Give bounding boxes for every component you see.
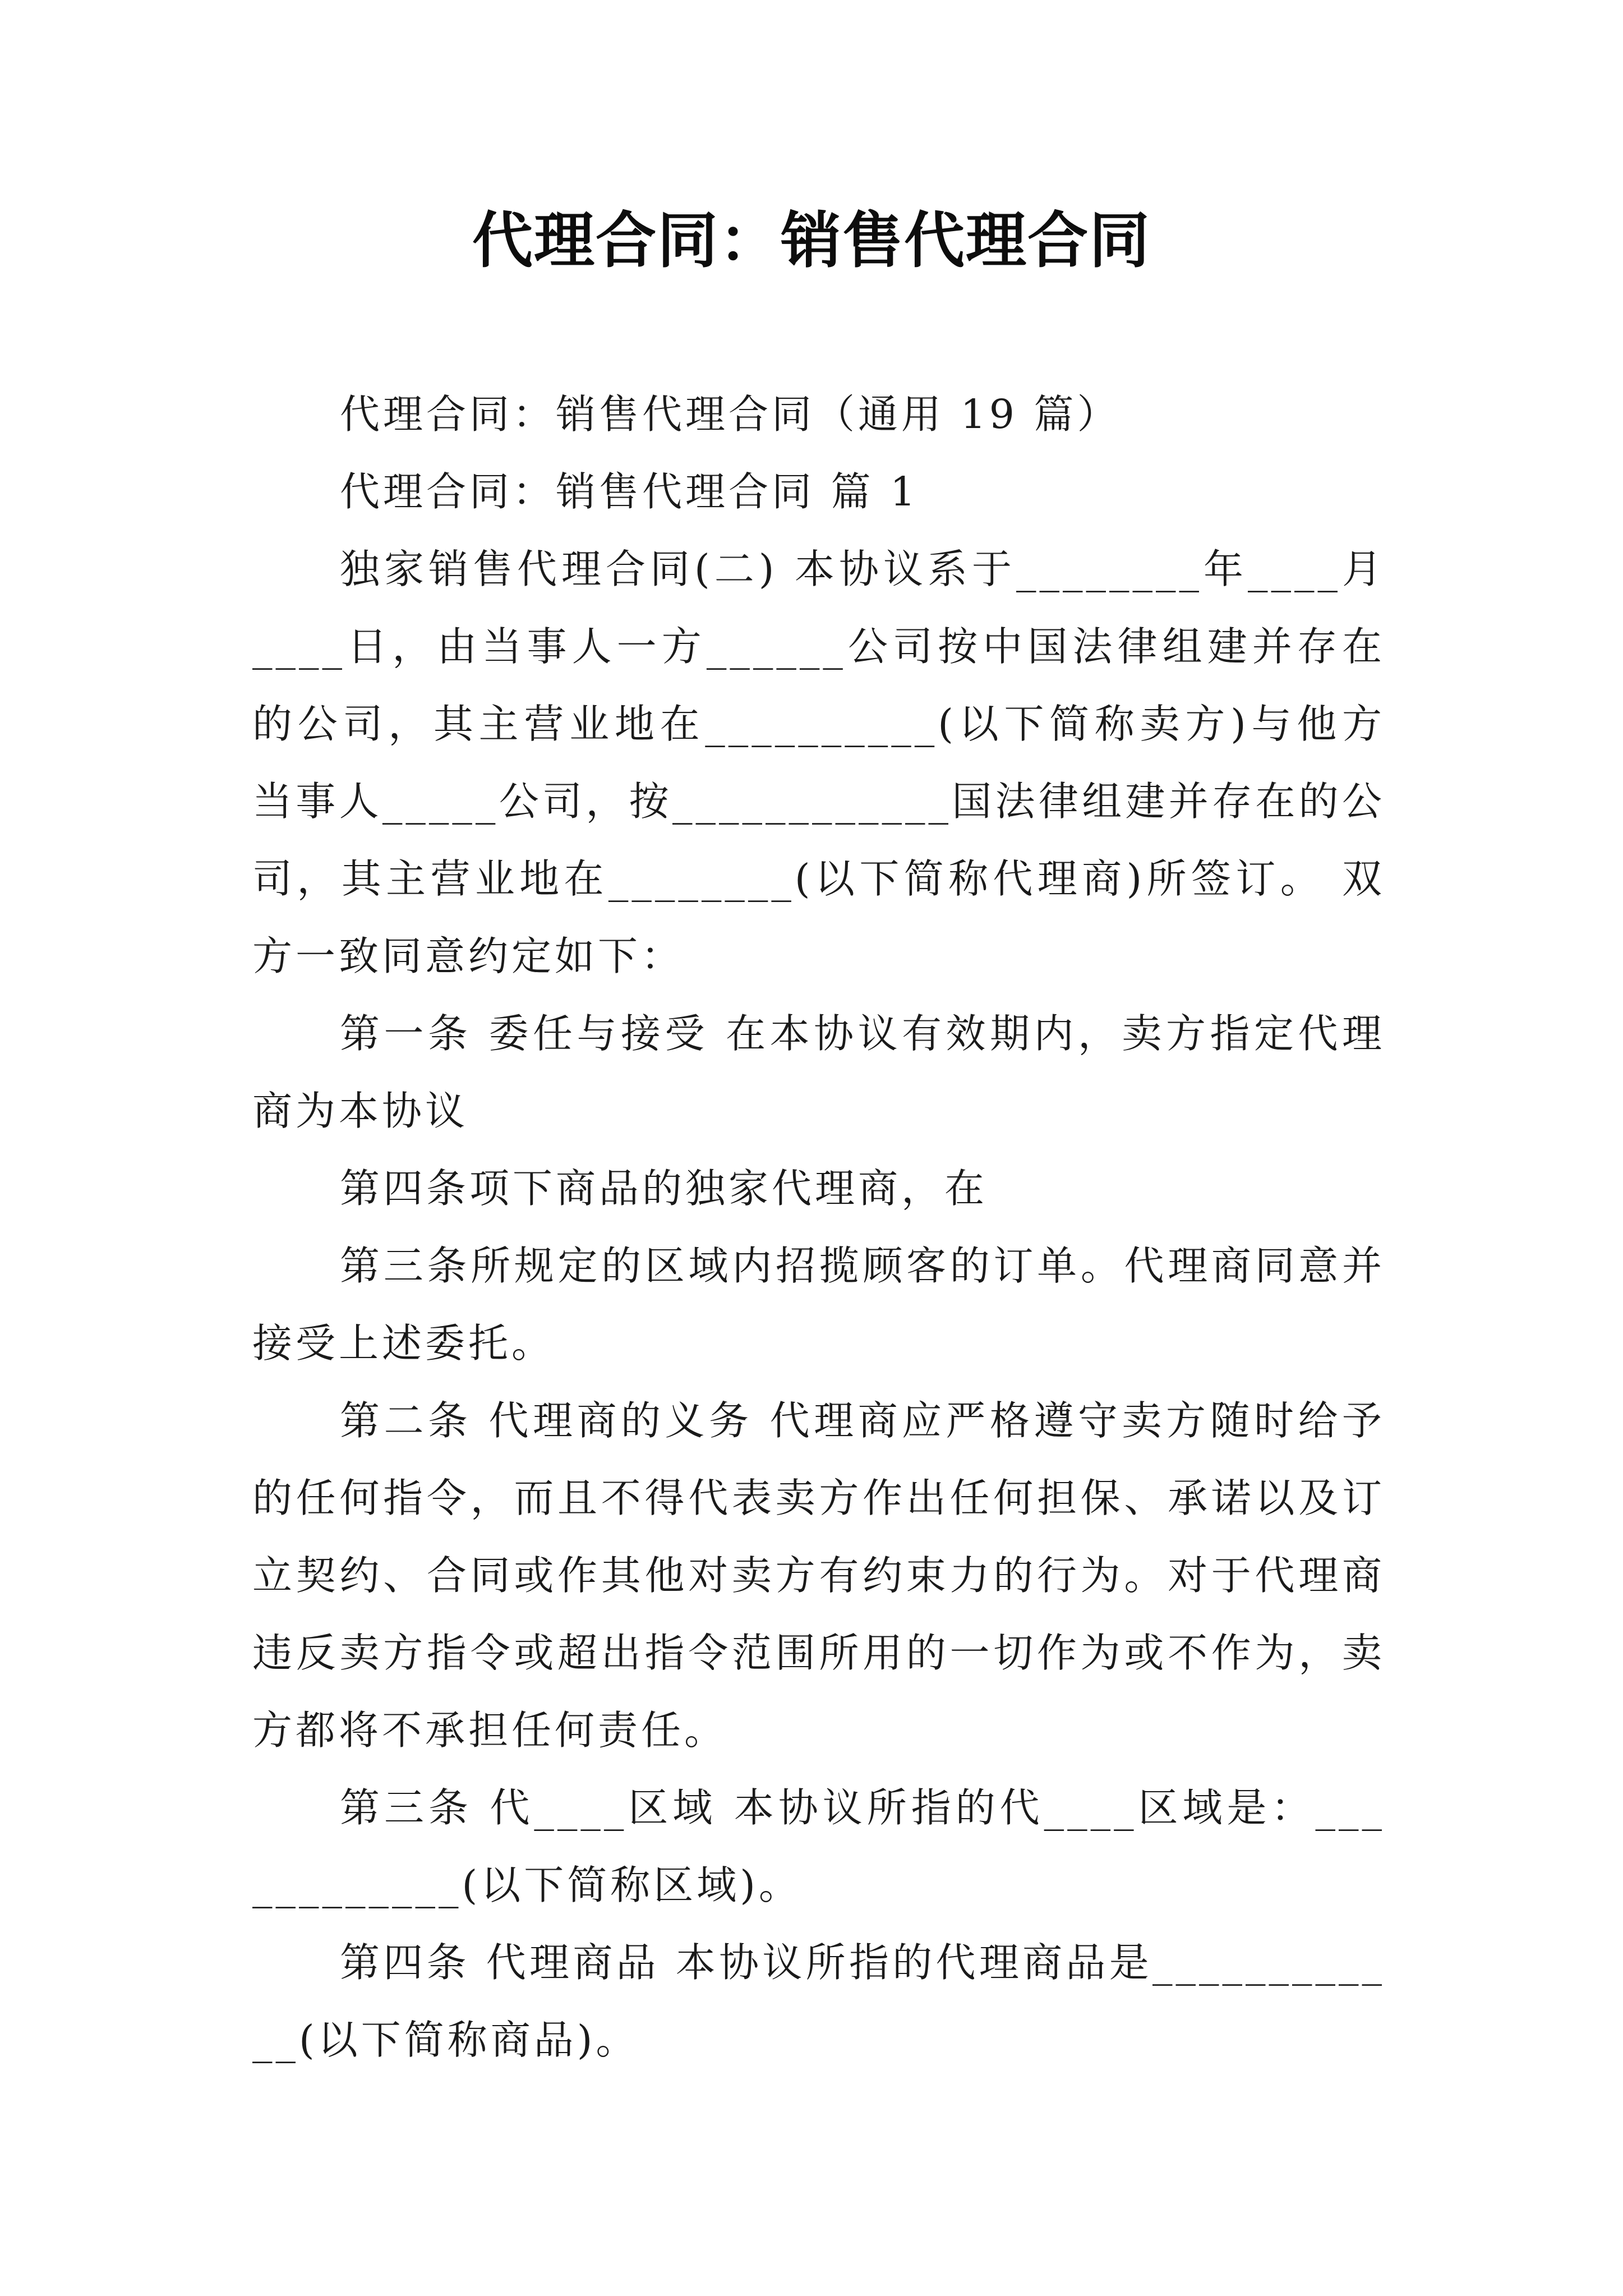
paragraph-subtitle: 代理合同：销售代理合同（通用 19 篇） [340,391,1121,438]
document-title: 代理合同：销售代理合同 [472,206,1151,276]
paragraph-article-1: 第一条 委任与接受 在本协议有效期内，卖方指定代理商为本协议 [252,1010,1385,1134]
document-body [252,376,1385,2079]
paragraph-article-2: 第二条 代理商的义务 代理商应严格遵守卖方随时给予的任何指令，而且不得代表卖方作出任何担保、承诺以及订立契约、合同或作其他对卖方有约束力的行为。对于代理商违反卖方指令或超出指令范围所用的一切作为或不作为，卖方都将不承担任何责任。 [252,1397,1385,1754]
paragraph-article-4-reference: 第四条项下商品的独家代理商，在 [340,1165,988,1212]
paragraph-preamble: 独家销售代理合同(二) 本协议系于________年____月____日，由当事人一方______公司按中国法律组建并存在的公司，其主营业地在__________(以下简称卖方)与他方当事人_____公司，按____________国法律组建并存在的公司，其主营业地在________(以下简称代理商)所签订。 双方一致同意约定如下： [252,546,1385,979]
paragraph-section-heading: 代理合同：销售代理合同 篇 1 [340,468,919,515]
paragraph-article-3: 第三条 代____区域 本协议所指的代____区域是：____________(以下简称区域)。 [252,1784,1385,1908]
paragraph-article-3-reference: 第三条所规定的区域内招揽顾客的订单。代理商同意并接受上述委托。 [252,1243,1385,1366]
paragraph-article-4: 第四条 代理商品 本协议所指的代理商品是____________(以下简称商品)。 [252,1939,1385,2063]
